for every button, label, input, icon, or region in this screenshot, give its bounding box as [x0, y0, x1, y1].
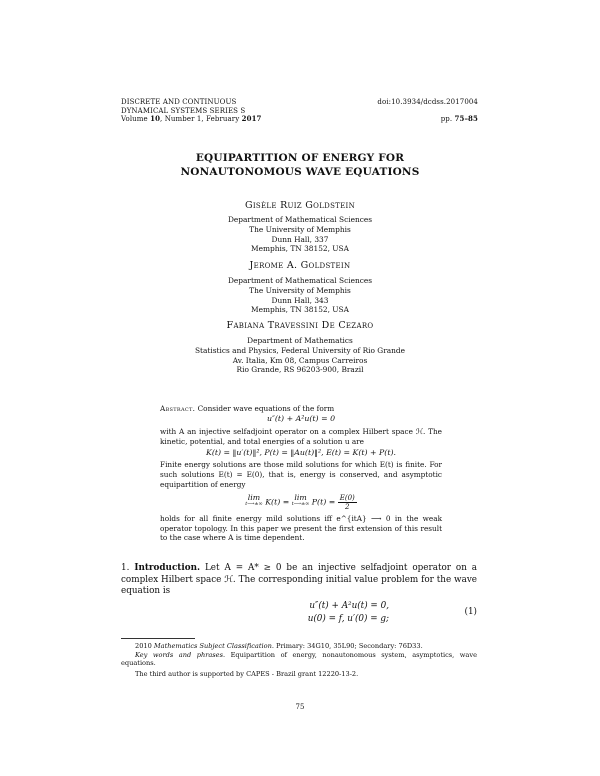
- author-3-name: Fabiana Travessini De Cezaro: [226, 320, 374, 331]
- abstract-label: Abstract.: [160, 404, 196, 413]
- year: 2017: [241, 114, 262, 123]
- page-number: 75: [295, 703, 305, 711]
- equation-1-line-1: u″(t) + A²u(t) = 0,: [309, 601, 389, 611]
- footnotes: [121, 642, 477, 678]
- section-heading: Introduction.: [134, 563, 201, 573]
- abstract: [160, 404, 442, 543]
- volume-info: Volume 10, Number 1, February 2017: [121, 114, 262, 123]
- author-2-affiliation: Department of Mathematical Sciences The University of Memphis Dunn Hall, 343 Memphis, TN 38152, USA: [227, 276, 373, 315]
- page-range: pp. 75–85: [440, 114, 478, 123]
- author-1-affiliation: Department of Mathematical Sciences The University of Memphis Dunn Hall, 337 Memphis, TN 38152, USA: [227, 215, 373, 254]
- author-1-name: Gisèle Ruiz Goldstein: [244, 200, 356, 211]
- footnote-divider: [121, 638, 195, 639]
- abstract-paragraph-4: holds for all finite energy mild solutions iff e^{itA} ⟶ 0 in the weak operator topology. In this paper we present the first extension of this result to the case where A is time dependent.: [160, 513, 442, 543]
- abstract-paragraph-3: Finite energy solutions are those mild solutions for which E(t) is finite. For such solutions E(t) = E(0), that is, energy is conserved, and asymptotic equipartition of energy: [160, 460, 442, 489]
- journal-name-line2: DYNAMICAL SYSTEMS SERIES S: [121, 106, 246, 115]
- doi[interactable]: doi:10.3934/dcdss.2017004: [377, 98, 478, 106]
- abstract-equation-3: lim t⟶±∞ K(t) = lim t⟶±∞ P(t) = $\frac{E(0)}{2}$: [245, 492, 355, 511]
- paper-title: [0, 151, 600, 179]
- abstract-paragraph-2: with A an injective selfadjoint operator on a complex Hilbert space ℋ. The kinetic, potential, and total energies of a solution u are: [160, 426, 442, 446]
- journal-name-line1: DISCRETE AND CONTINUOUS: [121, 98, 237, 106]
- doi-block: [377, 98, 478, 124]
- section-number: 1.: [121, 563, 130, 573]
- abstract-intro: Abstract. Consider wave equations of the form: [160, 404, 335, 413]
- journal-header: [121, 98, 262, 124]
- volume-number: 10: [150, 114, 161, 123]
- equation-1-line-2: u(0) = f, u′(0) = g;: [307, 614, 389, 624]
- equation-1-label: (1): [464, 607, 477, 617]
- footnote-msc: 2010 Mathematics Subject Classification. Primary: 34G10, 35L90; Secondary: 76D33.: [135, 642, 423, 650]
- introduction-text: Let A = A* ≥ 0 be an injective selfadjoint operator on a complex Hilbert space ℋ. The corresponding initial value problem for the wave equation is: [121, 563, 478, 597]
- title-line1: EQUIPARTITION OF ENERGY FOR: [195, 152, 405, 164]
- introduction-section: [121, 563, 477, 598]
- footnote-support: The third author is supported by CAPES - Brazil grant 12220-13-2.: [135, 669, 359, 678]
- title-line2: NONAUTONOMOUS WAVE EQUATIONS: [180, 166, 420, 178]
- author-2-name: Jerome A. Goldstein: [249, 260, 351, 271]
- abstract-equation-2: K(t) = ‖u′(t)‖², P(t) = ‖Au(t)‖², E(t) = K(t) + P(t).: [206, 448, 396, 458]
- author-3-affiliation: Department of Mathematics Statistics and Physics, Federal University of Rio Grande Av. Italia, Km 08, Campus Carreiros Rio Grande, RS 96203-900, Brazil: [194, 336, 406, 375]
- footnote-keywords: Key words and phrases. Equipartition of energy, nonautonomous system, asymptotics, wave equations.: [121, 650, 477, 668]
- abstract-equation-1: u″(t) + A²u(t) = 0: [266, 413, 336, 423]
